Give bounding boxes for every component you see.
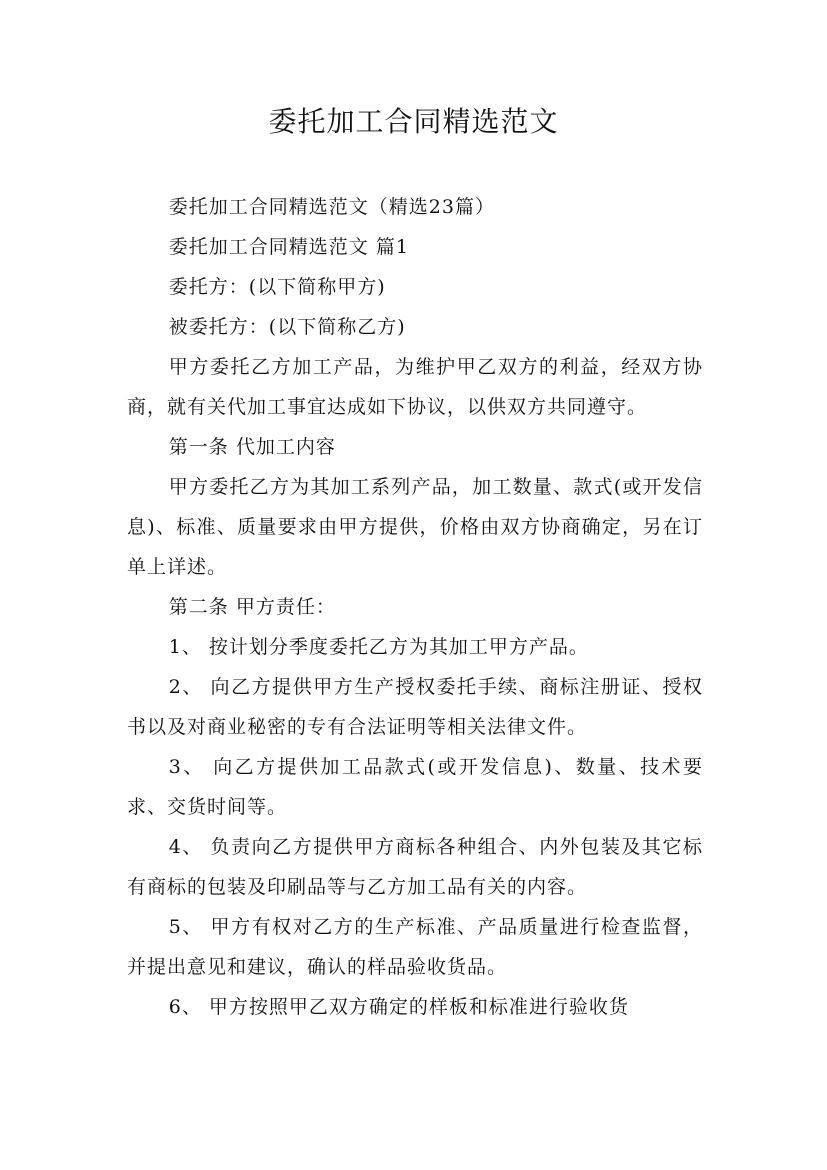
paragraph: 委托加工合同精选范文 篇1 xyxy=(168,236,409,258)
document-body xyxy=(127,187,703,1027)
paragraph: 被委托方：(以下简称乙方) xyxy=(168,316,406,338)
paragraph: 5、 甲方有权对乙方的生产标准、产品质量进行检查监督，并提出意见和建议，确认的样品验收货品。 xyxy=(127,916,703,978)
paragraph: 委托加工合同精选范文（精选23篇） xyxy=(168,196,495,218)
paragraph: 第二条 甲方责任： xyxy=(168,596,336,618)
paragraph: 甲方委托乙方为其加工系列产品，加工数量、款式(或开发信息)、标准、质量要求由甲方提供，价格由双方协商确定，另在订单上详述。 xyxy=(127,476,703,578)
paragraph: 1、 按计划分季度委托乙方为其加工甲方产品。 xyxy=(168,636,589,658)
paragraph: 6、 甲方按照甲乙双方确定的样板和标准进行验收货 xyxy=(168,996,629,1018)
document-title: 委托加工合同精选范文 xyxy=(268,105,559,138)
paragraph: 3、 向乙方提供加工品款式(或开发信息)、数量、技术要求、交货时间等。 xyxy=(127,756,703,818)
paragraph: 甲方委托乙方加工产品，为维护甲乙双方的利益，经双方协商，就有关代加工事宜达成如下协议，以供双方共同遵守。 xyxy=(127,356,703,418)
paragraph: 4、 负责向乙方提供甲方商标各种组合、内外包装及其它标有商标的包装及印刷品等与乙方加工品有关的内容。 xyxy=(127,836,703,898)
paragraph: 2、 向乙方提供甲方生产授权委托手续、商标注册证、授权书以及对商业秘密的专有合法证明等相关法律文件。 xyxy=(127,676,703,738)
paragraph: 第一条 代加工内容 xyxy=(168,436,336,458)
paragraph: 委托方：(以下简称甲方) xyxy=(168,276,386,298)
